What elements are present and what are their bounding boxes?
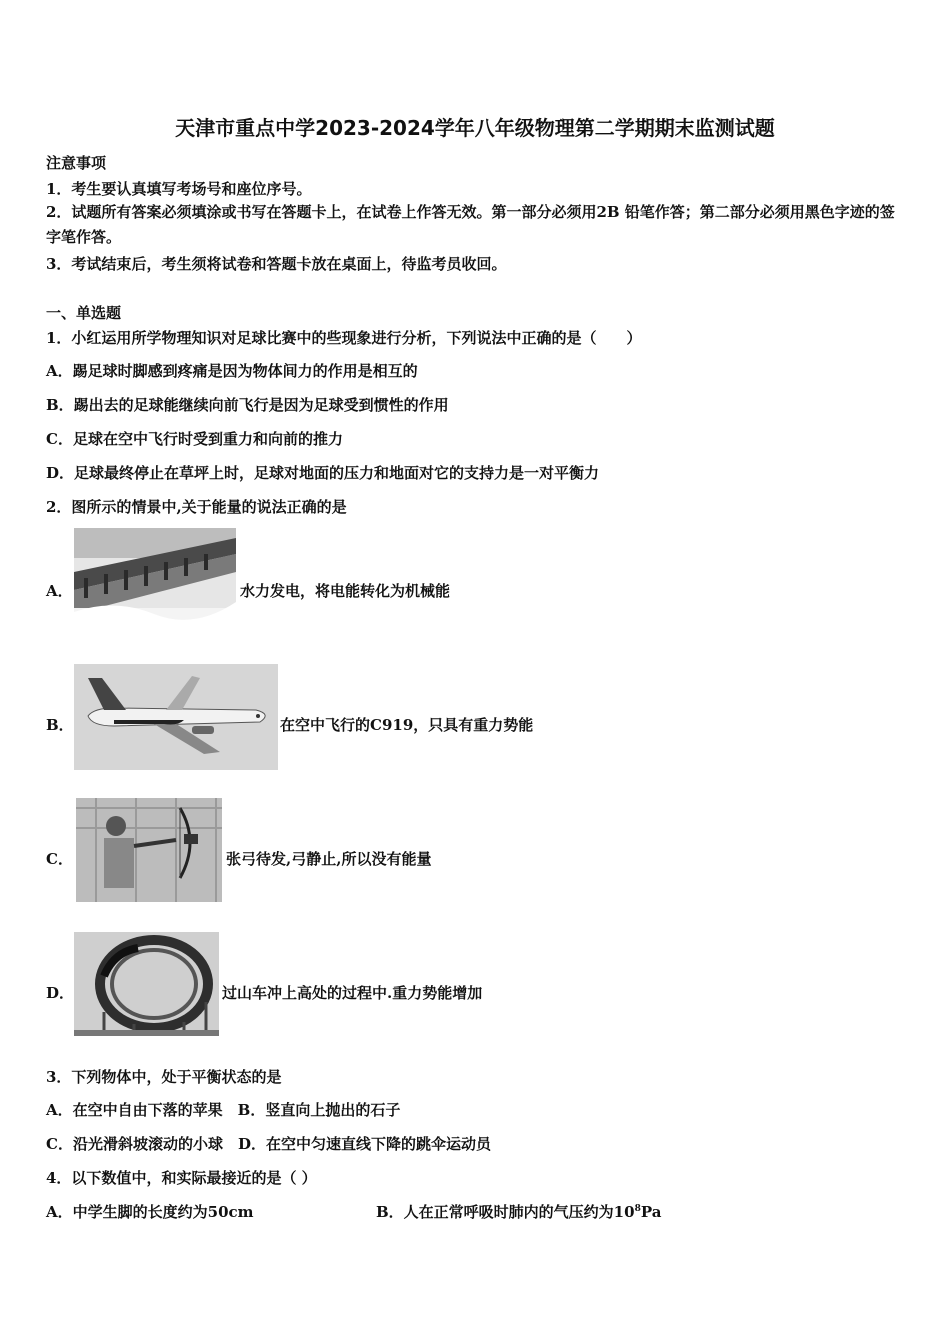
dam-spillway-image xyxy=(74,528,236,632)
q2-option-a-letter: A． xyxy=(46,582,73,600)
q1-stem: 1．小红运用所学物理知识对足球比赛中的些现象进行分析，下列说法中正确的是（ ） xyxy=(46,329,642,347)
roller-coaster-image xyxy=(74,932,219,1036)
airplane-image xyxy=(74,664,278,770)
archer-image xyxy=(76,798,222,902)
q2-option-a-text: 水力发电，将电能转化为机械能 xyxy=(240,582,451,600)
q2-option-b-text: 在空中飞行的C919，只具有重力势能 xyxy=(280,716,534,734)
q4-stem: 4．以下数值中，和实际最接近的是（ ） xyxy=(46,1169,317,1187)
notice-heading: 注意事项 xyxy=(46,154,107,172)
q3-stem: 3．下列物体中，处于平衡状态的是 xyxy=(46,1068,282,1086)
q4-option-a: A．中学生脚的长度约为50cm xyxy=(46,1203,254,1221)
q3-options-row-1: A．在空中自由下落的苹果 B．竖直向上抛出的石子 xyxy=(46,1101,401,1119)
notice-item-3: 3．考试结束后，考生须将试卷和答题卡放在桌面上，待监考员收回。 xyxy=(46,255,507,273)
section-heading: 一、单选题 xyxy=(46,304,122,322)
q1-option-c: C．足球在空中飞行时受到重力和向前的推力 xyxy=(46,430,343,448)
q2-option-b-letter: B． xyxy=(46,716,74,734)
q2-option-d-letter: D． xyxy=(46,984,75,1002)
q1-option-d: D．足球最终停止在草坪上时，足球对地面的压力和地面对它的支持力是一对平衡力 xyxy=(46,464,600,482)
q2-stem: 2．图所示的情景中,关于能量的说法正确的是 xyxy=(46,498,347,516)
page-title: 天津市重点中学2023-2024学年八年级物理第二学期期末监测试题 xyxy=(175,116,775,140)
q4-option-b xyxy=(376,1201,661,1222)
q4-option-b-prefix: B．人在正常呼吸时肺内的气压约为10 xyxy=(376,1203,635,1221)
q1-option-a: A．踢足球时脚感到疼痛是因为物体间力的作用是相互的 xyxy=(46,362,418,380)
q4-option-b-unit: Pa xyxy=(640,1203,662,1221)
q2-option-d-text: 过山车冲上高处的过程中.重力势能增加 xyxy=(222,984,483,1002)
q3-options-row-2: C．沿光滑斜坡滚动的小球 D．在空中匀速直线下降的跳伞运动员 xyxy=(46,1135,491,1153)
notice-item-1: 1．考生要认真填写考场号和座位序号。 xyxy=(46,180,312,198)
q2-option-c-letter: C． xyxy=(46,850,73,868)
q2-option-c-text: 张弓待发,弓静止,所以没有能量 xyxy=(226,850,432,868)
q1-option-b: B．踢出去的足球能继续向前飞行是因为足球受到惯性的作用 xyxy=(46,396,449,414)
notice-item-2: 2．试题所有答案必须填涂或书写在答题卡上，在试卷上作答无效。第一部分必须用2B 铅笔作答；第二部分必须用黑色字迹的签字笔作答。 xyxy=(46,203,895,246)
q4-option-b-exponent: 8 xyxy=(634,1204,641,1214)
